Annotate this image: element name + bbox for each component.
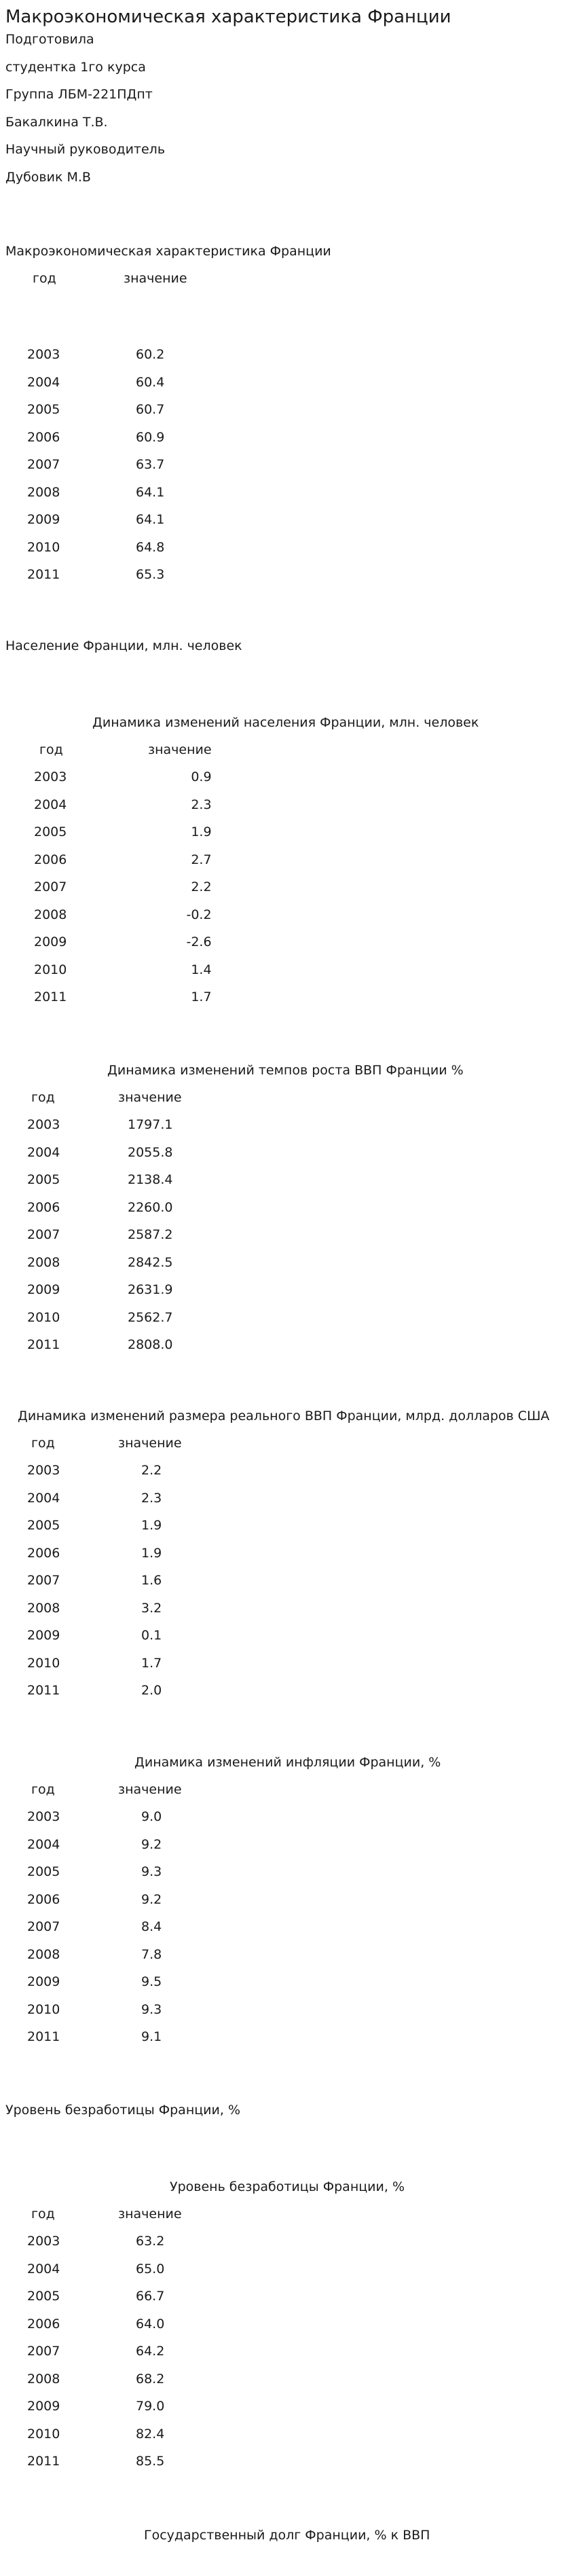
table-cell-value: 2.7 bbox=[191, 852, 212, 867]
table-cell-year: 2010 bbox=[34, 962, 67, 977]
table-cell-value: -0.2 bbox=[186, 907, 212, 922]
table-cell-value: 66.7 bbox=[136, 2289, 165, 2304]
table-cell-year: 2009 bbox=[27, 512, 60, 527]
table-cell-value: 63.2 bbox=[136, 2234, 165, 2249]
table-row bbox=[0, 1627, 182, 1655]
table-row bbox=[0, 934, 212, 962]
table-cell-value: 2587.2 bbox=[128, 1227, 173, 1242]
table-6 bbox=[0, 2206, 182, 2481]
table-cell-value: 82.4 bbox=[136, 2426, 165, 2442]
table-4-caption: Динамика изменений размера реального ВВП Франции, млрд. долларов США bbox=[18, 1409, 550, 1423]
col-year-header: год bbox=[33, 271, 56, 286]
population-heading: Население Франции, млн. человек bbox=[5, 638, 242, 653]
table-cell-value: 9.2 bbox=[141, 1836, 162, 1852]
table-cell-value: 1.7 bbox=[191, 990, 212, 1004]
col-year-header: год bbox=[31, 1436, 55, 1451]
col-value-header: значение bbox=[118, 1090, 182, 1105]
table-cell-value: 1.9 bbox=[191, 824, 212, 839]
table-row bbox=[0, 1144, 182, 1172]
table-cell-value: 1.9 bbox=[141, 1545, 162, 1561]
table-cell-value: 2260.0 bbox=[128, 1199, 173, 1215]
table-row bbox=[0, 1809, 182, 1836]
table-row bbox=[0, 1545, 182, 1573]
table-cell-year: 2010 bbox=[27, 1309, 60, 1325]
meta-group: Группа ЛБМ-221ПДпт bbox=[5, 87, 153, 102]
table-cell-value: -2.6 bbox=[186, 935, 212, 949]
table-cell-value: 60.2 bbox=[136, 347, 165, 362]
table-cell-year: 2004 bbox=[27, 2261, 60, 2276]
table-row bbox=[0, 962, 212, 990]
table-cell-value: 2.3 bbox=[141, 1490, 162, 1506]
table-3 bbox=[0, 1089, 182, 1364]
table-cell-year: 2004 bbox=[27, 1836, 60, 1852]
table-2 bbox=[0, 742, 212, 1017]
table-row bbox=[0, 2261, 182, 2289]
table-row bbox=[0, 2316, 182, 2344]
table-cell-value: 2842.5 bbox=[128, 1254, 173, 1270]
table-cell-value: 64.1 bbox=[136, 512, 165, 527]
table-cell-value: 9.1 bbox=[141, 2029, 162, 2044]
table-header-row bbox=[0, 270, 187, 297]
table-cell-value: 68.2 bbox=[136, 2371, 165, 2387]
table-row bbox=[0, 1490, 182, 1518]
meta-supervisor-label: Научный руководитель bbox=[5, 142, 166, 157]
meta-supervisor-name: Дубовик М.В bbox=[5, 170, 91, 185]
table-row bbox=[0, 1254, 182, 1282]
table-cell-value: 2055.8 bbox=[128, 1144, 173, 1160]
table-cell-value: 3.2 bbox=[141, 1600, 162, 1616]
table-cell-year: 2009 bbox=[27, 2399, 60, 2414]
table-row bbox=[0, 1655, 182, 1683]
meta-student-course: студентка 1го курса bbox=[5, 60, 146, 75]
table-5 bbox=[0, 1781, 182, 2056]
table-cell-year: 2011 bbox=[27, 1337, 60, 1352]
table-1 bbox=[0, 270, 187, 297]
table-cell-year: 2005 bbox=[34, 824, 67, 839]
table-cell-year: 2006 bbox=[27, 1891, 60, 1907]
table-cell-year: 2007 bbox=[27, 2344, 60, 2359]
table-cell-value: 9.3 bbox=[141, 2001, 162, 2017]
table-header-row bbox=[0, 1781, 182, 1809]
table-row bbox=[0, 1974, 182, 2001]
table-header-row bbox=[0, 1435, 182, 1462]
table-cell-year: 2011 bbox=[27, 567, 60, 582]
table-row bbox=[0, 539, 164, 567]
col-year-header: год bbox=[31, 1090, 55, 1105]
table-cell-year: 2008 bbox=[27, 2371, 60, 2387]
table-cell-value: 64.2 bbox=[136, 2344, 165, 2359]
table-cell-year: 2008 bbox=[34, 907, 67, 922]
table-cell-value: 0.1 bbox=[141, 1628, 162, 1643]
table-row bbox=[0, 1572, 182, 1600]
table-cell-value: 65.3 bbox=[136, 567, 165, 582]
table-cell-year: 2003 bbox=[27, 2234, 60, 2249]
table-cell-value: 9.3 bbox=[141, 1864, 162, 1879]
table-row bbox=[0, 2001, 182, 2029]
table-row bbox=[0, 1836, 182, 1864]
table-4 bbox=[0, 1435, 182, 1710]
table-cell-value: 9.2 bbox=[141, 1891, 162, 1907]
debt-heading: Государственный долг Франции, % к ВВП bbox=[144, 2528, 430, 2543]
table-cell-year: 2003 bbox=[27, 1809, 60, 1824]
col-value-header: значение bbox=[148, 742, 212, 757]
table-cell-year: 2007 bbox=[27, 1227, 60, 1242]
table-cell-value: 2808.0 bbox=[128, 1337, 173, 1352]
table-cell-value: 2.2 bbox=[191, 879, 212, 894]
table-cell-year: 2003 bbox=[27, 1463, 60, 1478]
table-cell-value: 1.6 bbox=[141, 1573, 162, 1588]
table-cell-value: 2562.7 bbox=[128, 1309, 173, 1325]
table-row bbox=[0, 2233, 182, 2261]
meta-student-name: Бакалкина Т.В. bbox=[5, 115, 108, 130]
table-row bbox=[0, 989, 212, 1017]
table-5-caption: Динамика изменений инфляции Франции, % bbox=[134, 1755, 441, 1770]
table-header-row bbox=[0, 2206, 182, 2233]
table-row bbox=[0, 1199, 182, 1227]
table-row bbox=[0, 2029, 182, 2056]
table-row bbox=[0, 797, 212, 824]
table-cell-year: 2008 bbox=[27, 1254, 60, 1270]
table-cell-year: 2003 bbox=[27, 347, 60, 362]
table-cell-year: 2010 bbox=[27, 539, 60, 555]
table-row bbox=[0, 484, 164, 512]
table-row bbox=[0, 879, 212, 907]
table-header-row bbox=[0, 742, 212, 769]
table-2-caption: Динамика изменений населения Франции, млн. человек bbox=[92, 715, 479, 730]
table-row bbox=[0, 2371, 182, 2399]
table-cell-year: 2006 bbox=[27, 2316, 60, 2332]
table-cell-year: 2009 bbox=[27, 1974, 60, 1989]
col-value-header: значение bbox=[118, 1436, 182, 1451]
table-cell-year: 2003 bbox=[27, 1117, 60, 1132]
table-cell-year: 2005 bbox=[27, 2289, 60, 2304]
table-cell-year: 2005 bbox=[27, 1864, 60, 1879]
table-cell-value: 1.7 bbox=[141, 1655, 162, 1671]
table-cell-value: 8.4 bbox=[141, 1919, 162, 1934]
table-cell-year: 2004 bbox=[27, 1144, 60, 1160]
col-value-header: значение bbox=[124, 271, 187, 286]
table-row bbox=[0, 1600, 182, 1628]
table-cell-year: 2010 bbox=[27, 2001, 60, 2017]
table-row bbox=[0, 1337, 182, 1364]
table-cell-year: 2006 bbox=[34, 852, 67, 867]
col-value-header: значение bbox=[118, 2207, 182, 2221]
table-cell-value: 85.5 bbox=[136, 2454, 165, 2469]
table-cell-year: 2007 bbox=[27, 457, 60, 472]
table-row bbox=[0, 1919, 182, 1946]
table-cell-value: 60.4 bbox=[136, 374, 165, 390]
document-title: Макроэкономическая характеристика Франции bbox=[5, 7, 451, 27]
table-row bbox=[0, 1891, 182, 1919]
table-cell-year: 2010 bbox=[27, 1655, 60, 1671]
table-row bbox=[0, 1682, 182, 1710]
table-cell-year: 2007 bbox=[34, 879, 67, 894]
meta-prepared-by: Подготовила bbox=[5, 32, 94, 47]
table-row bbox=[0, 1172, 182, 1199]
table-cell-year: 2006 bbox=[27, 1199, 60, 1215]
table-cell-value: 0.9 bbox=[191, 769, 212, 784]
col-year-header: год bbox=[39, 742, 63, 757]
table-cell-year: 2005 bbox=[27, 1172, 60, 1187]
table-cell-year: 2008 bbox=[27, 1600, 60, 1616]
table-cell-year: 2003 bbox=[34, 769, 67, 784]
table-cell-value: 2.2 bbox=[141, 1463, 162, 1478]
table-cell-value: 1.4 bbox=[191, 962, 212, 977]
table-cell-year: 2005 bbox=[27, 402, 60, 417]
table-cell-year: 2004 bbox=[27, 374, 60, 390]
table-row bbox=[0, 511, 164, 539]
table-row bbox=[0, 852, 212, 879]
table-cell-year: 2006 bbox=[27, 429, 60, 445]
table-cell-year: 2011 bbox=[34, 990, 67, 1004]
table-cell-value: 9.0 bbox=[141, 1809, 162, 1824]
table-cell-year: 2004 bbox=[34, 797, 67, 812]
table-row bbox=[0, 769, 212, 797]
table-cell-year: 2009 bbox=[27, 1282, 60, 1297]
table-cell-value: 64.0 bbox=[136, 2316, 165, 2332]
table-cell-year: 2008 bbox=[27, 484, 60, 500]
table-cell-year: 2011 bbox=[27, 2454, 60, 2469]
table-row bbox=[0, 2288, 182, 2316]
table-cell-value: 64.8 bbox=[136, 539, 165, 555]
table-row bbox=[0, 346, 164, 374]
table-cell-value: 64.1 bbox=[136, 484, 165, 500]
table-cell-year: 2007 bbox=[27, 1919, 60, 1934]
table-row bbox=[0, 566, 164, 594]
table-6-caption: Уровень безработицы Франции, % bbox=[170, 2179, 405, 2194]
table-row bbox=[0, 1517, 182, 1545]
table-row bbox=[0, 2398, 182, 2426]
table-row bbox=[0, 2426, 182, 2454]
table-cell-value: 60.9 bbox=[136, 429, 165, 445]
table-cell-value: 2138.4 bbox=[128, 1172, 173, 1187]
table-1-body bbox=[0, 346, 164, 594]
table-3-caption: Динамика изменений темпов роста ВВП Франции % bbox=[107, 1063, 464, 1078]
col-value-header: значение bbox=[118, 1782, 182, 1797]
table-row bbox=[0, 456, 164, 484]
table-row bbox=[0, 401, 164, 429]
table-row bbox=[0, 1309, 182, 1337]
table-cell-value: 2.3 bbox=[191, 797, 212, 812]
table-row bbox=[0, 824, 212, 852]
table-row bbox=[0, 2453, 182, 2481]
col-year-header: год bbox=[31, 1782, 55, 1797]
table-1-caption: Макроэкономическая характеристика Франции bbox=[5, 244, 331, 259]
table-cell-value: 60.7 bbox=[136, 402, 165, 417]
table-cell-year: 2011 bbox=[27, 2029, 60, 2044]
table-cell-year: 2010 bbox=[27, 2426, 60, 2442]
table-cell-year: 2004 bbox=[27, 1490, 60, 1506]
table-cell-value: 9.5 bbox=[141, 1974, 162, 1989]
col-year-header: год bbox=[31, 2207, 55, 2221]
table-cell-value: 1.9 bbox=[141, 1518, 162, 1533]
table-cell-year: 2008 bbox=[27, 1946, 60, 1962]
table-row bbox=[0, 1864, 182, 1891]
table-cell-year: 2011 bbox=[27, 1683, 60, 1698]
table-row bbox=[0, 374, 164, 402]
table-row bbox=[0, 1117, 182, 1144]
table-cell-value: 7.8 bbox=[141, 1946, 162, 1962]
table-row bbox=[0, 2343, 182, 2371]
table-cell-year: 2009 bbox=[27, 1628, 60, 1643]
table-cell-value: 63.7 bbox=[136, 457, 165, 472]
table-cell-value: 79.0 bbox=[136, 2399, 165, 2414]
table-row bbox=[0, 907, 212, 935]
table-row bbox=[0, 1946, 182, 1974]
table-header-row bbox=[0, 1089, 182, 1117]
table-cell-value: 65.0 bbox=[136, 2261, 165, 2276]
table-cell-year: 2005 bbox=[27, 1518, 60, 1533]
table-row bbox=[0, 1282, 182, 1309]
table-cell-year: 2006 bbox=[27, 1545, 60, 1561]
table-row bbox=[0, 1462, 182, 1490]
table-row bbox=[0, 429, 164, 457]
table-cell-value: 2.0 bbox=[141, 1683, 162, 1698]
table-cell-value: 1797.1 bbox=[128, 1117, 173, 1132]
table-cell-year: 2009 bbox=[34, 935, 67, 949]
table-row bbox=[0, 1227, 182, 1254]
table-cell-year: 2007 bbox=[27, 1573, 60, 1588]
unemployment-heading: Уровень безработицы Франции, % bbox=[5, 2103, 240, 2118]
table-cell-value: 2631.9 bbox=[128, 1282, 173, 1297]
